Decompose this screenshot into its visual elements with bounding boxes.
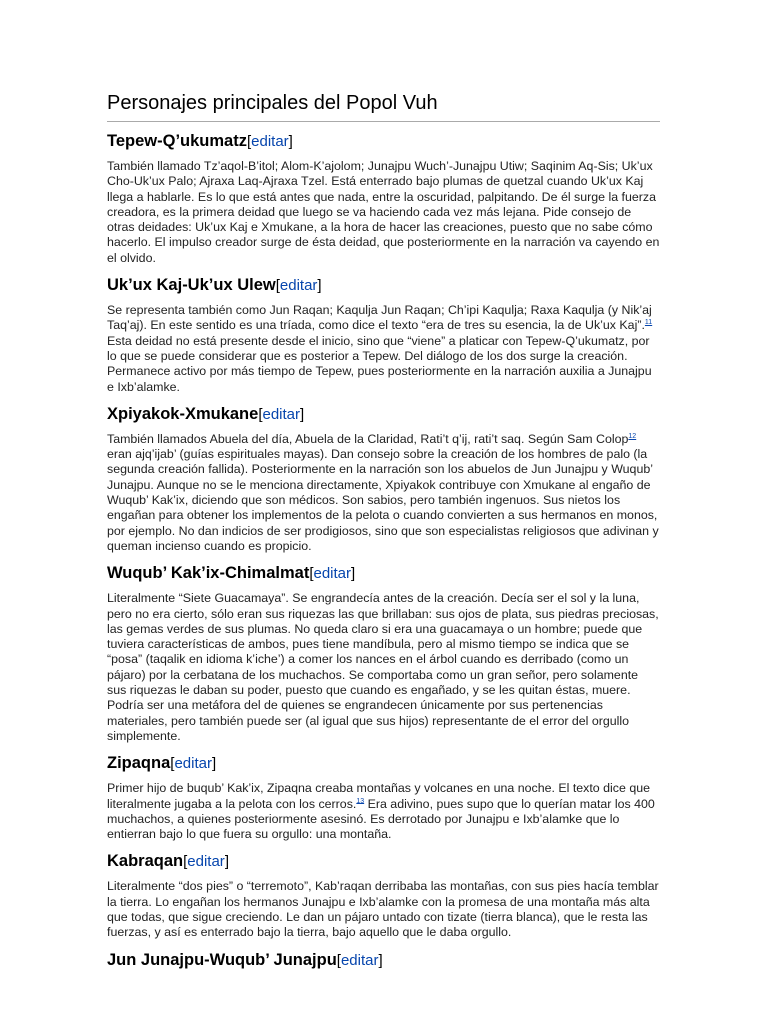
edit-section-link: [editar]	[275, 277, 322, 295]
section-paragraph	[107, 781, 660, 842]
edit-link[interactable]: editar	[313, 565, 352, 583]
section-xpiyakok	[107, 403, 660, 554]
paragraph-text: Era adivino, pues supo que lo querían matar los 400 muchachos, a quienes posteriormente asesinó. Es derrotado por Junajpu e Ixb’alamke que lo entierran bajo lo que fuera su orgullo: una montaña.	[107, 796, 655, 842]
section-kabraqan	[107, 850, 660, 940]
section-paragraph: Literalmente “dos pies” o “terremoto”, Kab’raqan derribaba las montañas, con sus pies hacía temblar la tierra. Lo engañan los hermanos Junajpu e Ixb’alamke con la promesa de una montaña más alta que todas, que sigue creciendo. Le dan un pájaro untado con tizate (tierra blanca), que le resta las fuerzas, y así es enterrado bajo la tierra, bajo aquello que le daba orgullo.	[107, 879, 659, 940]
section-heading	[107, 274, 660, 297]
section-paragraph: También llamado Tz’aqol-B’itol; Alom-K’ajolom; Junajpu Wuch’-Junajpu Utiw; Saqinim Aq-Sis; Uk’ux Cho-Uk’ux Palo; Ajraxa Laq-Ajraxa Tzel. Está enterrado bajo plumas de quetzal cuando Uk’ux Kaj llega a hablarle. Es lo que está antes que nada, entre la oscuridad, palpitando. De él surge la fuerza creadora, es la primera deidad que luego se va haciendo cada vez más lejana. Pide consejo de otras deidades: Uk’ux Kaj e Xmukane, a la hora de hacer las creaciones, puesto que no sabe cómo hacerlo. El impulso creador surge de ésta deidad, que posteriormente en la narración va cayendo en el olvido.	[107, 159, 660, 265]
section-wuqub-kakix	[107, 562, 660, 744]
edit-link[interactable]: editar	[279, 277, 318, 295]
paragraph-text: Esta deidad no está presente desde el inicio, sino que “viene” a platicar con Tepew-Q’ukumatz, por lo que se puede considerar que es posterior a Tepew. Del diálogo de los dos surge la creación. Permanece activo por más tiempo de Tepew, pues posteriormente en la narración auxilia a Junajpu e Ixb’alamke.	[107, 333, 652, 394]
section-paragraph: Literalmente “Siete Guacamaya”. Se engrandecía antes de la creación. Decía ser el sol y la luna, pero no era cierto, sólo eran sus riquezas las que brillaban: sus ojos de plata, sus piedras preciosas, las gemas verdes de sus plumas. No queda claro si era una guacamaya o un hombre; puede que tuviera características de ambos, pues tiene mandíbula, pero al mismo tiempo se indica que se “posa” (taqalik en idioma k’iche’) a comer los nances en el árbol cuando es derribado (como un pájaro) por la cerbatana de los muchachos. Se comportaba como un gran señor, pero solamente sus riquezas le daban su poder, puesto que cuando es engañado, y se les quitan éstas, muere. Podría ser una metáfora del de quienes se engrandecen únicamente por sus pertenencias materiales, pero también puede ser (al igual que sus hijos) representante de el error del orgullo simplemente.	[107, 591, 659, 743]
section-heading-text: Xpiyakok-Xmukane	[107, 404, 259, 423]
section-heading-text: Tepew-Q’ukumatz	[107, 132, 247, 150]
section-paragraph	[107, 432, 660, 554]
edit-link[interactable]: editar	[187, 853, 225, 871]
section-heading-text: Kabraqan	[107, 852, 184, 871]
section-heading-text: Jun Junajpu-Wuqub’ Junajpu	[107, 950, 337, 969]
edit-section-link: [editar]	[246, 133, 293, 150]
section-ukux-kaj	[107, 274, 660, 395]
edit-section-link: [editar]	[336, 951, 383, 969]
edit-link[interactable]: editar	[251, 133, 289, 150]
section-heading	[107, 403, 660, 426]
edit-section-link: [editar]	[170, 755, 217, 773]
section-heading	[107, 850, 660, 873]
reference-marker	[628, 433, 636, 440]
section-heading	[107, 752, 660, 775]
reference-link[interactable]: 12	[628, 432, 637, 440]
section-heading	[107, 562, 660, 585]
section-zipaqna	[107, 752, 660, 842]
edit-section-link: [editar]	[309, 565, 356, 583]
section-heading-text: Zipaqna	[107, 754, 171, 773]
paragraph-text: También llamados Abuela del día, Abuela de la Claridad, Rati’t q’ij, rati’t saq. Según Sam Colop	[107, 431, 629, 446]
reference-marker	[356, 797, 364, 804]
reference-marker	[645, 319, 652, 326]
edit-link[interactable]: editar	[174, 755, 212, 773]
edit-link[interactable]: editar	[340, 951, 379, 969]
section-heading	[107, 130, 660, 153]
section-jun-junajpu	[107, 949, 660, 972]
reference-link[interactable]: 13	[356, 797, 365, 805]
edit-link[interactable]: editar	[262, 405, 301, 423]
section-heading-text: Uk’ux Kaj-Uk’ux Ulew	[107, 276, 276, 295]
section-paragraph	[107, 303, 660, 395]
article-content	[107, 90, 660, 972]
section-heading-text: Wuqub’ Kak’ix-Chimalmat	[107, 564, 310, 583]
paragraph-text: eran ajq’ijab’ (guías espirituales mayas). Dan consejo sobre la creación de los hombres de palo (la segunda creación fallida). Posteriormente en la narración son los abuelos de Jun Junajpu y Wuqub’ Junajpu. Aunque no se le menciona directamente, Xpiyakok contribuye con Xmukane al engaño de Wuqub’ Kak’ix, diciendo que son médicos. Son sabios, pero también ingenuos. Sus nietos los engañan para obtener los implementos de la pelota o cuando convierten a sus hermanos en monos, por ejemplo. No dan indicios de ser prodigiosos, sino que son especialistas religiosos que adivinan y queman incienso cuando es propicio.	[107, 447, 659, 553]
reference-link[interactable]: 11	[644, 319, 653, 327]
edit-section-link: [editar]	[183, 853, 229, 871]
section-tepew	[107, 130, 660, 266]
paragraph-text: Se representa también como Jun Raqan; Kaqulja Jun Raqan; Ch’ipi Kaqulja; Raxa Kaqulja (y Nik’aj Taq’aj). En este sentido es una tríada, como dice el texto “era de tres su esencia, la de Uk’ux Kaj”.	[107, 303, 652, 333]
section-heading	[107, 949, 660, 972]
page-title: Personajes principales del Popol Vuh	[107, 90, 660, 122]
paragraph-text: Primer hijo de buqub’ Kak’ix, Zipaqna creaba montañas y volcanes en una noche. El texto dice que literalmente jugaba a la pelota con los cerros.	[107, 781, 650, 811]
edit-section-link: [editar]	[258, 405, 305, 423]
